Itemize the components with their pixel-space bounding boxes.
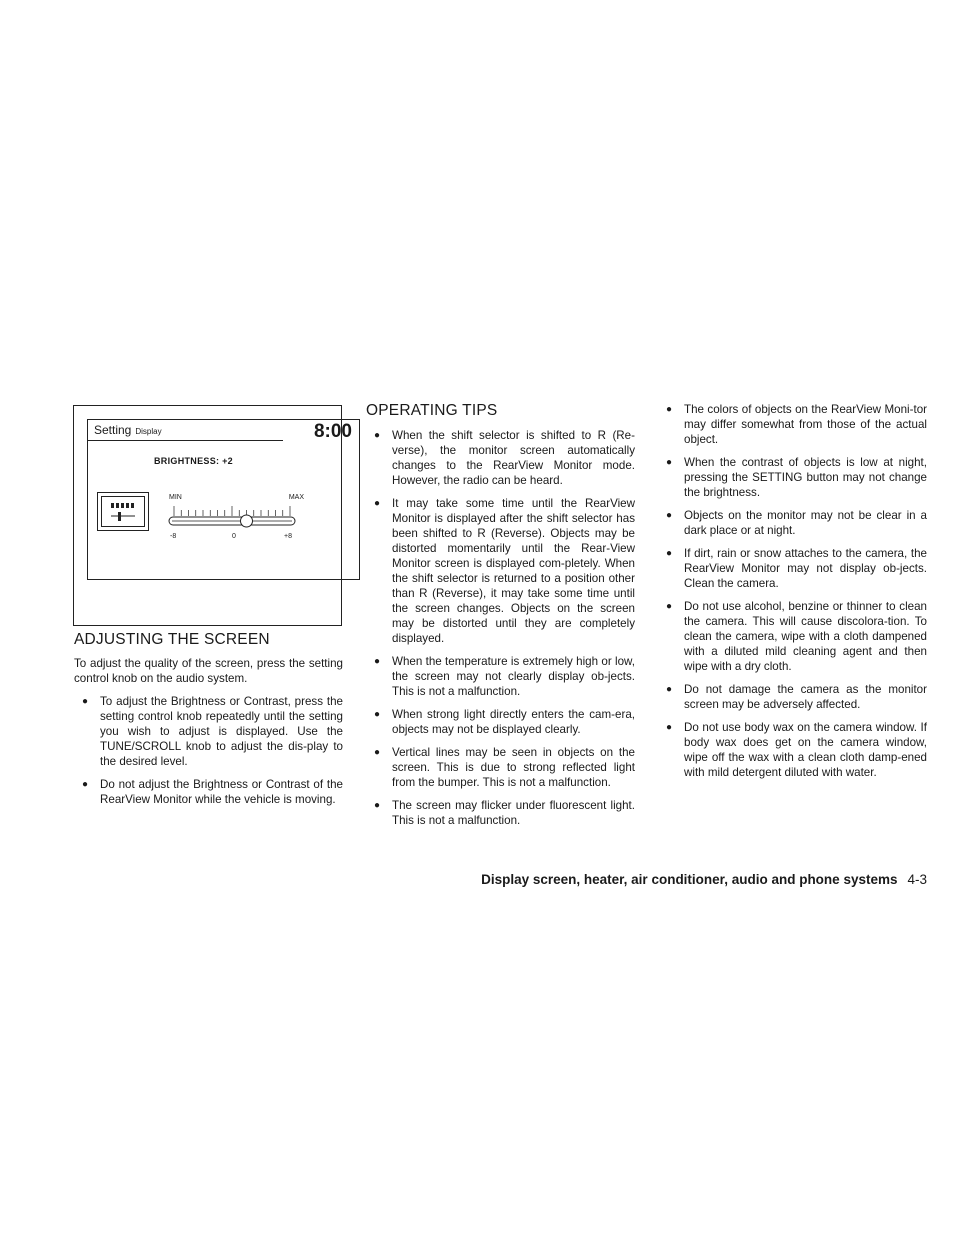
list-item-text: Vertical lines may be seen in objects on the screen. This is due to strong reflected light from the bumper. This is not a malfunction. <box>392 746 635 789</box>
list-item-text: Do not adjust the Brightness or Contrast of the RearView Monitor while the vehicle is moving. <box>100 778 343 806</box>
bullet-icon: ● <box>374 656 381 667</box>
bullet-icon: ● <box>82 696 89 707</box>
bullet-icon: ● <box>666 510 673 521</box>
bullet-icon: ● <box>666 404 673 415</box>
list-item-text: To adjust the Brightness or Contrast, press the setting control knob repeatedly until the setting you wish to adjust is displayed. Use the TUNE/SCROLL knob to adjust the dis-play to the desired level. <box>100 695 343 768</box>
right-bullet-list <box>658 402 927 788</box>
bullet-icon: ● <box>666 601 673 612</box>
bullet-icon: ● <box>374 800 381 811</box>
list-item <box>366 654 635 699</box>
list-item-text: When strong light directly enters the cam-era, objects may not be displayed clearly. <box>392 708 635 736</box>
list-item <box>366 798 635 828</box>
display-screen <box>87 419 360 580</box>
brightness-slider <box>166 492 304 544</box>
list-item <box>658 455 927 500</box>
list-item-text: Do not use alcohol, benzine or thinner to clean the camera. This will cause discolora-tion. To clean the camera, wipe with a cloth dampened with a diluted mild cleaning agent and then wipe with a dry cloth. <box>684 600 927 673</box>
screen-illustration <box>73 405 352 626</box>
screen-title <box>94 423 162 437</box>
bullet-icon: ● <box>374 498 381 509</box>
tick-label-min: -8 <box>170 533 177 540</box>
adjusting-intro: To adjust the quality of the screen, press the setting control knob on the audio system. <box>74 657 343 685</box>
slider-max-label: MAX <box>288 494 304 501</box>
list-item-text: When the shift selector is shifted to R (Re-verse), the monitor screen automatically changes to the RearView Monitor mode. However, the radio can be heard. <box>392 429 635 487</box>
screen-clock: 8:00 <box>313 421 352 442</box>
list-item <box>658 402 927 447</box>
operating-bullet-list <box>366 428 635 836</box>
list-item-text: The screen may flicker under fluorescent light. This is not a malfunction. <box>392 799 635 827</box>
page-number: 4-3 <box>907 872 927 887</box>
list-item <box>74 694 343 769</box>
brightness-icon-frame <box>101 496 145 527</box>
list-item <box>366 745 635 790</box>
list-item <box>658 508 927 538</box>
list-item <box>658 599 927 674</box>
screen-title-text: Setting <box>94 423 132 437</box>
screen-header <box>88 420 359 442</box>
adjusting-heading: ADJUSTING THE SCREEN <box>74 631 270 648</box>
list-item <box>74 777 343 807</box>
slider-min-label: MIN <box>169 494 182 501</box>
adjusting-bullet-list <box>74 694 343 815</box>
brightness-label: BRIGHTNESS: +2 <box>154 456 233 466</box>
list-item-text: Do not damage the camera as the monitor screen may be adversely affected. <box>684 683 927 711</box>
list-item <box>658 720 927 780</box>
bullet-icon: ● <box>374 709 381 720</box>
header-divider <box>88 440 283 441</box>
bullet-icon: ● <box>666 548 673 559</box>
page-footer <box>481 872 927 887</box>
list-item <box>658 682 927 712</box>
list-item-text: When the temperature is extremely high or low, the screen may not clearly display ob-jects. This is not a malfunction. <box>392 655 635 698</box>
list-item-text: It may take some time until the RearView Monitor is displayed after the shift selector has been shifted to R (Reverse). Objects may be distorted momentarily until the Rear-View Monitor screen is displayed com-pletely. When the shift selector is returned to a position other than R (Reverse), it may take some time until the screen changes. Objects on the screen may be distorted until they are completely displayed. <box>392 497 635 645</box>
slider-knob <box>241 515 253 527</box>
bullet-icon: ● <box>666 457 673 468</box>
list-item-text: Objects on the monitor may not be clear in a dark place or at night. <box>684 509 927 537</box>
bullet-icon: ● <box>374 430 381 441</box>
brightness-bars-icon <box>102 497 144 526</box>
screen-subtitle: Display <box>135 427 162 436</box>
list-item <box>366 428 635 488</box>
brightness-icon <box>97 492 149 531</box>
list-item-text: The colors of objects on the RearView Moni-tor may differ somewhat from those of the actual object. <box>684 403 927 446</box>
tick-label-max: +8 <box>284 533 292 540</box>
bullet-icon: ● <box>666 684 673 695</box>
footer-section-title: Display screen, heater, air conditioner, audio and phone systems <box>481 872 898 887</box>
list-item-text: If dirt, rain or snow attaches to the camera, the RearView Monitor may not display ob-jects. Clean the camera. <box>684 547 927 590</box>
bullet-icon: ● <box>82 779 89 790</box>
bullet-icon: ● <box>666 722 673 733</box>
list-item-text: Do not use body wax on the camera window. If body wax does get on the camera window, wipe off the wax with a clean cloth damp-ened with mild detergent diluted with water. <box>684 721 927 779</box>
bullet-icon: ● <box>374 747 381 758</box>
list-item <box>366 496 635 646</box>
list-item-text: When the contrast of objects is low at night, pressing the SETTING button may not change the brightness. <box>684 456 927 499</box>
list-item <box>658 546 927 591</box>
operating-heading: OPERATING TIPS <box>366 402 498 419</box>
list-item <box>366 707 635 737</box>
tick-label-zero: 0 <box>232 533 236 540</box>
